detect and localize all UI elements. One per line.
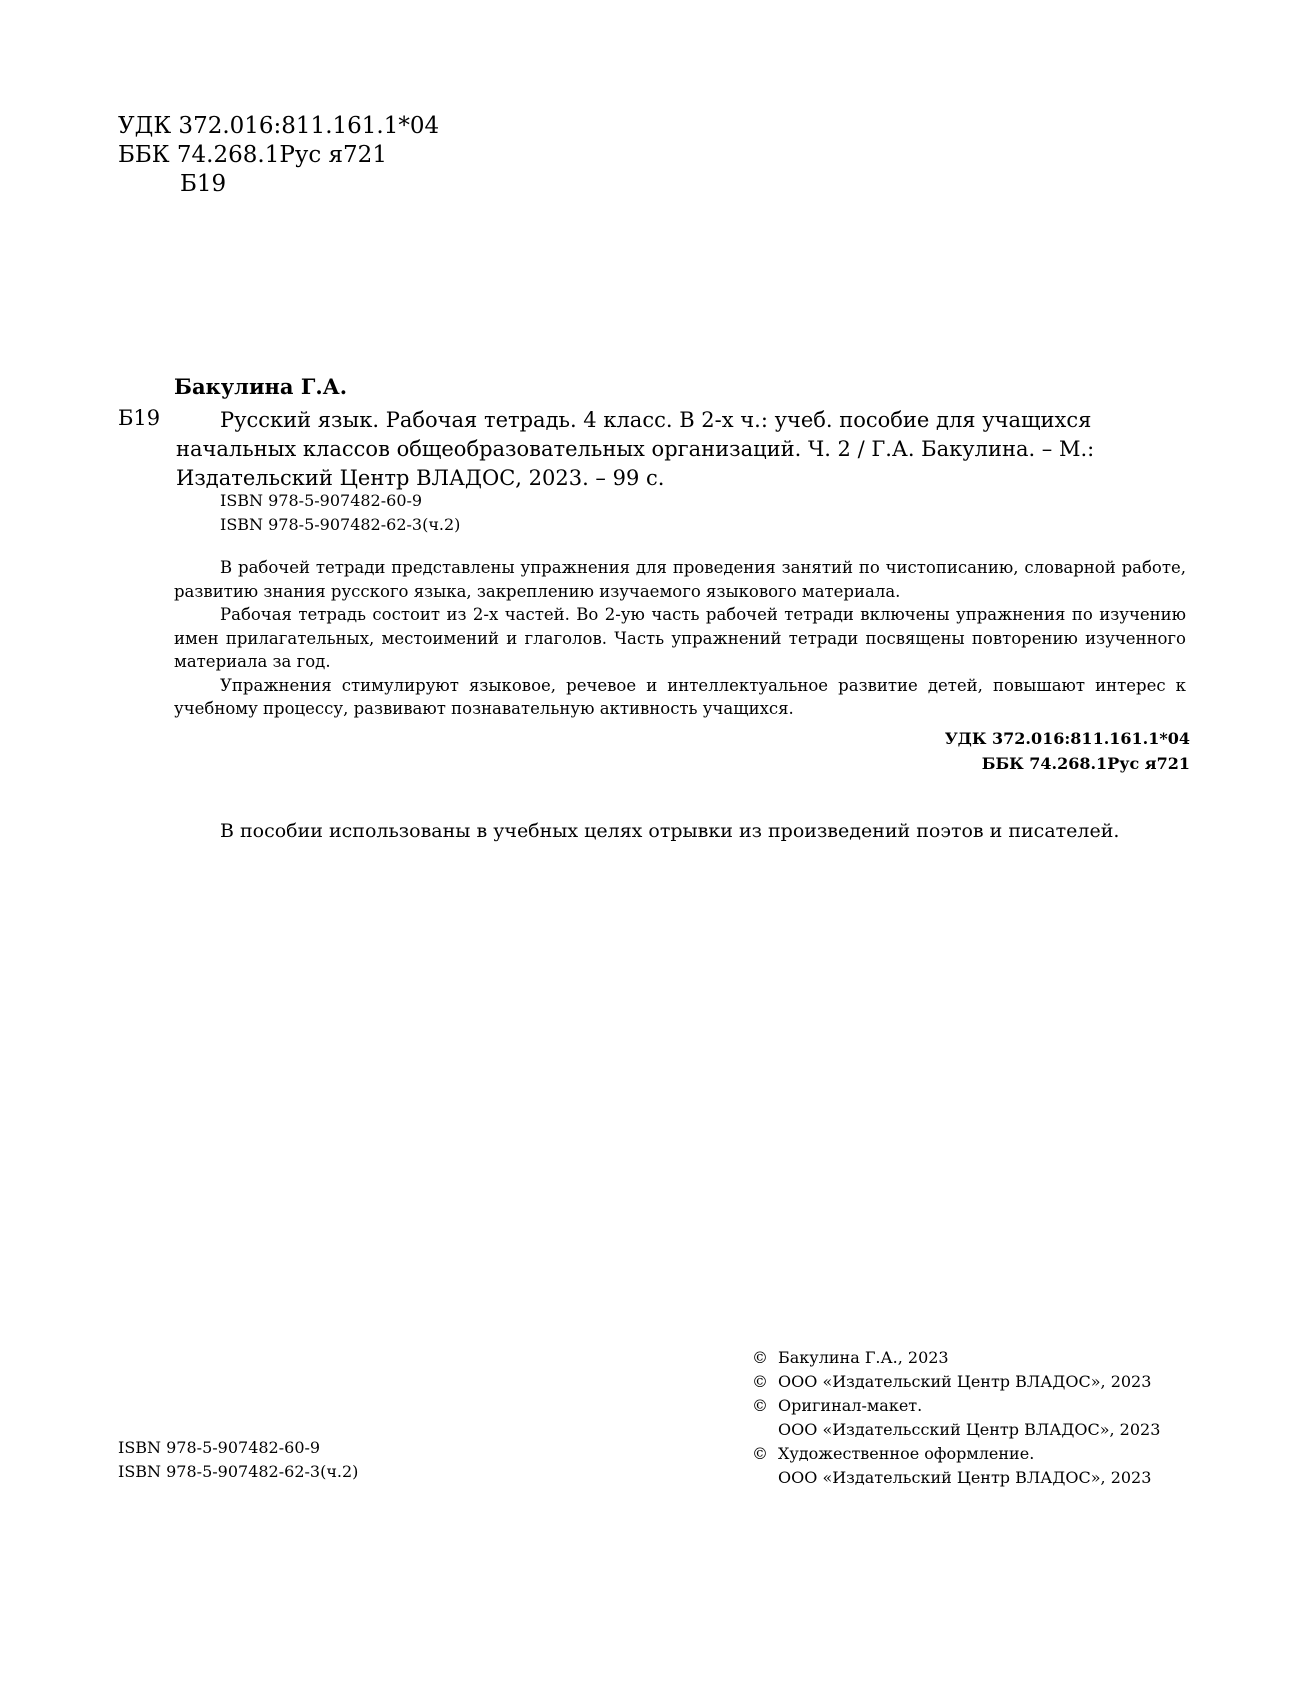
copyright-row: [752, 1346, 1160, 1370]
catalog-author-mark: Б19: [118, 406, 161, 430]
udk-code: УДК 372.016:811.161.1*04: [118, 113, 440, 139]
copyright-symbol: ©: [752, 1372, 768, 1391]
biblio-line: Издательский Центр ВЛАДОС, 2023. – 99 с.: [176, 466, 665, 490]
abstract-paragraph: В рабочей тетради представлены упражнения для проведения занятий по чистописанию, словарной работе, развитию знания русского языка, закреплению изучаемого языкового материала.: [174, 558, 1186, 601]
copyright-symbol: ©: [752, 1348, 768, 1367]
isbn-line: ISBN 978-5-907482-62-3(ч.2): [118, 1462, 359, 1481]
author-mark: Б19: [180, 171, 227, 197]
copyright-row: [752, 1418, 1160, 1442]
isbn-line: ISBN 978-5-907482-60-9: [118, 1438, 321, 1457]
bibliographic-description: [176, 406, 1190, 493]
copyright-text: Бакулина Г.А., 2023: [778, 1348, 949, 1367]
copyright-text: Оригинал-макет.: [778, 1396, 923, 1415]
copyright-row: [752, 1466, 1160, 1490]
copyright-block: [752, 1346, 1160, 1490]
copyright-spacer: [752, 1466, 778, 1490]
copyright-row: [752, 1442, 1160, 1466]
copyright-text: ООО «Издательский Центр ВЛАДОС», 2023: [778, 1468, 1152, 1487]
bottom-isbn-list: [118, 1436, 358, 1484]
copyright-text: ООО «Издательсский Центр ВЛАДОС», 2023: [778, 1420, 1161, 1439]
top-classification-codes: [118, 112, 439, 199]
copyright-symbol: ©: [752, 1444, 768, 1463]
bbk-code-right: ББК 74.268.1Рус я721: [981, 754, 1190, 773]
abstract: [174, 556, 1186, 721]
isbn-line: ISBN 978-5-907482-60-9: [220, 491, 423, 510]
abstract-paragraph: Упражнения стимулируют языковое, речевое и интеллектуальное развитие детей, повышают интерес к учебному процессу, развивают познавательную активность учащихся.: [174, 675, 1186, 718]
copyright-text: ООО «Издательский Центр ВЛАДОС», 2023: [778, 1372, 1152, 1391]
copyright-text: Художественное оформление.: [778, 1444, 1035, 1463]
isbn-line: ISBN 978-5-907482-62-3(ч.2): [220, 515, 461, 534]
author-name: Бакулина Г.А.: [174, 374, 348, 399]
biblio-line: начальных классов общеобразовательных организаций. Ч. 2 / Г.А. Бакулина. – М.:: [176, 437, 1095, 461]
right-classification-codes: [945, 726, 1190, 776]
copyright-spacer: [752, 1418, 778, 1442]
copyright-row: [752, 1394, 1160, 1418]
copyright-row: [752, 1370, 1160, 1394]
abstract-paragraph: Рабочая тетрадь состоит из 2-х частей. Во 2-ую часть рабочей тетради включены упражнения по изучению имен прилагательных, местоимений и глаголов. Часть упражнений тетради посвящены повторению изученного материала за год.: [174, 605, 1186, 671]
bbk-code: ББК 74.268.1Рус я721: [118, 142, 387, 168]
udk-code-right: УДК 372.016:811.161.1*04: [944, 729, 1190, 748]
usage-note: В пособии использованы в учебных целях отрывки из произведений поэтов и писателей.: [220, 820, 1120, 842]
catalog-isbn-list: [220, 489, 460, 537]
biblio-line: Русский язык. Рабочая тетрадь. 4 класс. В 2-х ч.: учеб. пособие для учащихся: [220, 408, 1092, 432]
copyright-symbol: ©: [752, 1396, 768, 1415]
